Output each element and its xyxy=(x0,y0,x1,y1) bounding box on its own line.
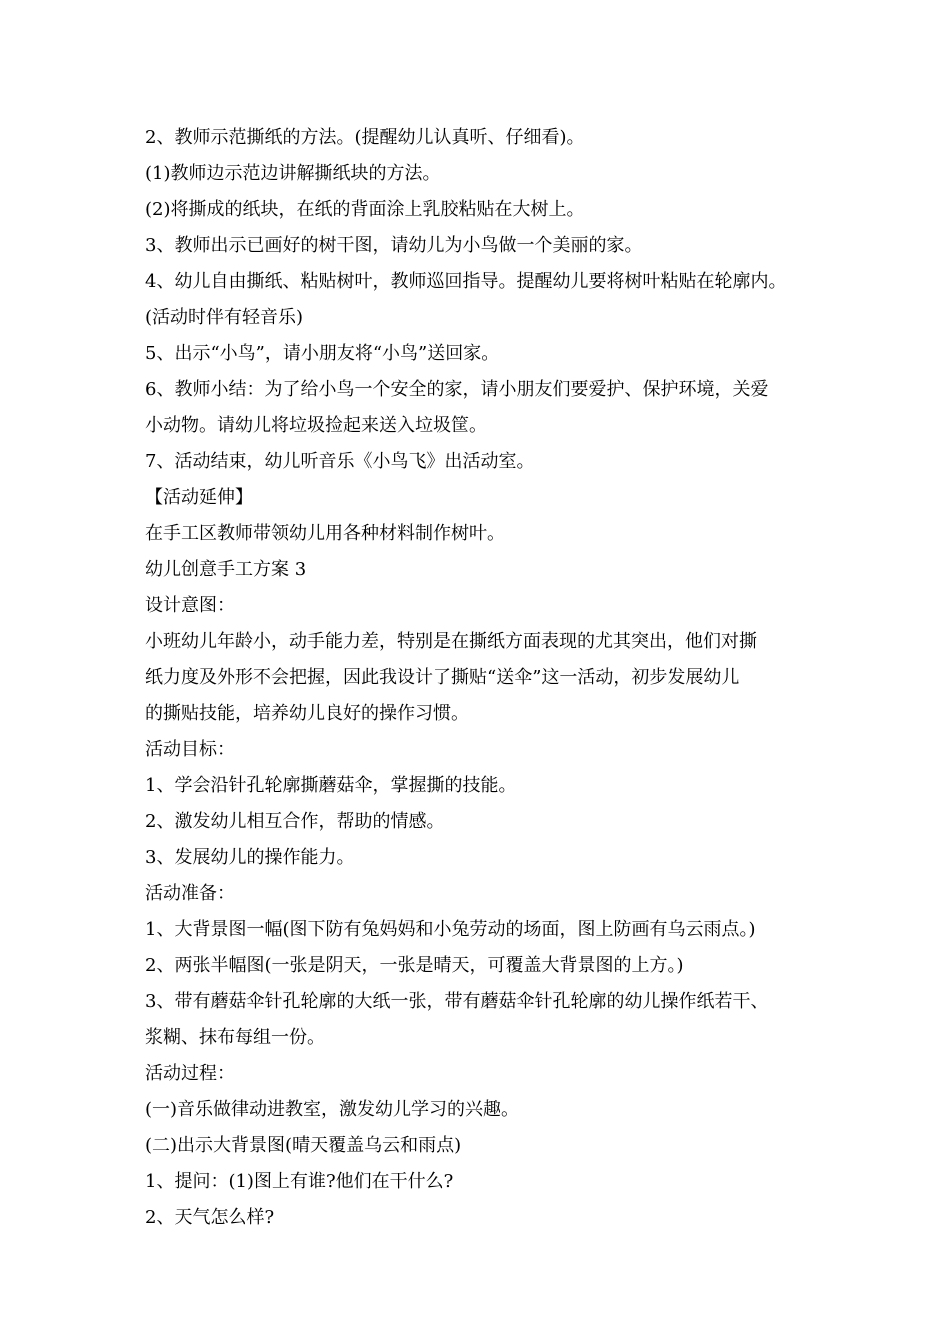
paragraph-line: 的撕贴技能，培养幼儿良好的操作习惯。 xyxy=(145,703,469,724)
section-heading: 活动目标： xyxy=(145,739,235,760)
paragraph-line: (2)将撕成的纸块，在纸的背面涂上乳胶粘贴在大树上。 xyxy=(145,199,585,220)
paragraph-line: 1、提问：(1)图上有谁?他们在干什么? xyxy=(145,1171,454,1192)
paragraph-line: 纸力度及外形不会把握，因此我设计了撕贴“送伞”这一活动，初步发展幼儿 xyxy=(145,667,740,688)
paragraph-line: 3、发展幼儿的操作能力。 xyxy=(145,847,355,868)
paragraph-line: (活动时伴有轻音乐) xyxy=(145,307,304,328)
paragraph-line: 6、教师小结：为了给小鸟一个安全的家，请小朋友们要爱护、保护环境，关爱 xyxy=(145,379,769,400)
paragraph-line: 3、教师出示已画好的树干图，请幼儿为小鸟做一个美丽的家。 xyxy=(145,235,643,256)
paragraph-line: 浆糊、抹布每组一份。 xyxy=(145,1027,325,1048)
paragraph-line: 小班幼儿年龄小，动手能力差，特别是在撕纸方面表现的尤其突出，他们对撕 xyxy=(145,631,757,652)
document-body xyxy=(145,120,825,1236)
paragraph-line: (二)出示大背景图(晴天覆盖乌云和雨点) xyxy=(145,1135,462,1156)
paragraph-line: 2、两张半幅图(一张是阴天，一张是晴天，可覆盖大背景图的上方。) xyxy=(145,955,684,976)
section-heading: 活动准备： xyxy=(145,883,235,904)
paragraph-line: 5、出示“小鸟”，请小朋友将“小鸟”送回家。 xyxy=(145,343,500,364)
paragraph-line: 2、激发幼儿相互合作，帮助的情感。 xyxy=(145,811,445,832)
paragraph-line: 2、天气怎么样? xyxy=(145,1207,275,1228)
section-heading: 活动过程： xyxy=(145,1063,235,1084)
paragraph-line: (1)教师边示范边讲解撕纸块的方法。 xyxy=(145,163,441,184)
paragraph-line: 1、学会沿针孔轮廓撕蘑菇伞，掌握撕的技能。 xyxy=(145,775,517,796)
paragraph-line: 3、带有蘑菇伞针孔轮廓的大纸一张，带有蘑菇伞针孔轮廓的幼儿操作纸若干、 xyxy=(145,991,769,1012)
paragraph-line: 7、活动结束，幼儿听音乐《小鸟飞》出活动室。 xyxy=(145,451,535,472)
paragraph-line: 2、教师示范撕纸的方法。(提醒幼儿认真听、仔细看)。 xyxy=(145,127,585,148)
paragraph-line: 4、幼儿自由撕纸、粘贴树叶，教师巡回指导。提醒幼儿要将树叶粘贴在轮廓内。 xyxy=(145,271,787,292)
paragraph-line: 1、大背景图一幅(图下防有兔妈妈和小兔劳动的场面，图上防画有乌云雨点。) xyxy=(145,919,756,940)
paragraph-line: 小动物。请幼儿将垃圾捡起来送入垃圾筐。 xyxy=(145,415,487,436)
paragraph-line: 在手工区教师带领幼儿用各种材料制作树叶。 xyxy=(145,523,505,544)
section-heading: 【活动延伸】 xyxy=(145,487,253,508)
section-title: 幼儿创意手工方案 3 xyxy=(145,559,307,580)
section-heading: 设计意图： xyxy=(145,595,235,616)
paragraph-line: (一)音乐做律动进教室，激发幼儿学习的兴趣。 xyxy=(145,1099,520,1120)
